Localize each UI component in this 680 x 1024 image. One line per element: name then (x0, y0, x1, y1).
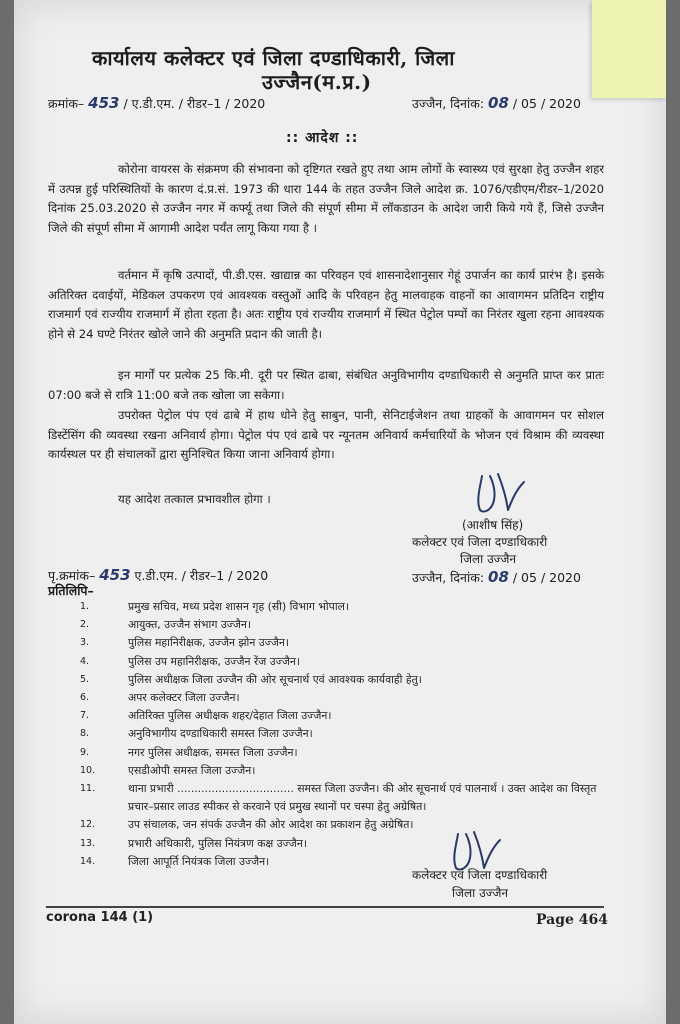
list-item: 14. जिला आपूर्ति नियंत्रक जिला उज्जैन। (80, 854, 270, 868)
endorsement-date-day-handwritten: 08 (488, 568, 509, 586)
date-day-handwritten: 08 (488, 94, 509, 112)
ref-prefix: क्रमांक– (48, 96, 85, 111)
ref-suffix: / ए.डी.एम. / रीडर–1 / 2020 (123, 96, 266, 111)
copy-to-label: प्रतिलिपि– (48, 583, 94, 598)
signatory-name: (आशीष सिंह) (462, 518, 524, 532)
office-heading-line1: कार्यालय कलेक्टर एवं जिला दण्डाधिकारी, जिला (92, 46, 455, 70)
paragraph-4: उपरोक्त पेट्रोल पंप एवं ढाबे में हाथ धोने हेतु साबुन, पानी, सेनिटाईजेशन तथा ग्राहकों के आवागमन पर सोशल डिस्टेंसिंग की व्यवस्था रखना अनिवार्य होगा। पेट्रोल पंप एवं ढाबे पर न्यूनतम अनिवार्य कर्मचारियों के भोजन एवं विश्राम की व्यवस्था कार्यस्थल पर ही संचालकों द्वारा सुनिश्चित किया जाना अनिवार्य होगा। (48, 408, 604, 462)
paragraph-3: इन मार्गों पर प्रत्येक 25 कि.मी. दूरी पर स्थित ढाबा, संबंधित अनुविभागीय दण्डाधिकारी से अनुमति प्राप्त कर प्रातः 07:00 बजे से रात्रि 11:00 बजे तक खोला जा सकेगा। (48, 368, 604, 402)
list-item: 12. उप संचालक, जन संपर्क उज्जैन की ओर आदेश का प्रकाशन हेतु अग्रेषित। (80, 818, 414, 832)
list-item: 5. पुलिस अधीक्षक जिला उज्जैन की ओर सूचनार्थ एवं आवश्यक कार्यवाही हेतु। (80, 672, 422, 686)
endorsement-ref-suffix: ए.डी.एम. / रीडर–1 / 2020 (134, 568, 269, 583)
list-item: 8. अनुविभागीय दण्डाधिकारी समस्त जिला उज्जैन। (80, 727, 313, 741)
date-rest: / 05 / 2020 (512, 96, 581, 111)
footer-file-name: corona 144 (1) (46, 910, 154, 925)
endorsement-date-rest: / 05 / 2020 (512, 570, 581, 585)
signature-2-district: जिला उज्जैन (452, 886, 509, 900)
place-date-label: उज्जैन, दिनांक (412, 96, 480, 111)
endorsement-place-date-label: उज्जैन, दिनांक (412, 570, 480, 585)
copy-recipient-list (80, 598, 600, 871)
footer-divider (46, 906, 604, 908)
signatory-designation: कलेक्टर एवं जिला दण्डाधिकारी (412, 535, 548, 549)
office-heading-line2: उज्जैन(म.प्र.) (262, 70, 372, 94)
list-item: 3. पुलिस महानिरीक्षक, उज्जैन झोन उज्जैन। (80, 636, 289, 650)
ref-number-handwritten: 453 (88, 94, 120, 112)
paragraph-1: कोरोना वायरस के संक्रमण की संभावना को दृष्टिगत रखते हुए तथा आम लोगों के स्वास्थ्य एवं सुरक्षा हेतु उज्जैन शहर में उत्पन्न हुई परिस्थितियों के कारण दं.प्र.सं. 1973 की धारा 144 के तहत उज्जैन जिले आदेश क्र. 1076/एडीएम/रीडर–1/2020 दिनांक 25.03.2020 से उज्जैन नगर में कर्फ्यू तथा जिले की संपूर्ण सीमा में लॉकडाउन के आदेश जारी किये गये हैं, जिसे उज्जैन जिले की संपूर्ण सीमा में आगामी आदेश पर्यंत लागू किया गया है । (48, 162, 604, 235)
list-item: 2. आयुक्त, उज्जैन संभाग उज्जैन। (80, 618, 252, 632)
order-title: :: आदेश :: (286, 130, 359, 146)
signatory-district: जिला उज्जैन (460, 552, 517, 566)
order-date: उज्जैन, दिनांक: 08 / 05 / 2020 (412, 94, 581, 112)
list-item: 11. थाना प्रभारी .................................. समस्त जिला उज्जैन। की ओर सूचनार्थ एवं पालनार्थ । उक्त आदेश का विस्तृत प्रचार–प्रसार लाउड स्पीकर से करवाने एवं प्रमुख स्थानों पर चस्पा हेतु अग्रेषित। (80, 782, 597, 814)
list-item: 6. अपर कलेक्टर जिला उज्जैन। (80, 691, 240, 705)
signature-1-scribble (462, 470, 532, 518)
order-reference (48, 94, 265, 112)
endorsement-ref-prefix: पृ.क्रमांक– (48, 568, 96, 583)
list-item: 13. प्रभारी अधिकारी, पुलिस नियंत्रण कक्ष उज्जैन। (80, 836, 307, 850)
paragraph-2: वर्तमान में कृषि उत्पादों, पी.डी.एस. खाद्यान्न का परिवहन एवं शासनादेशानुसार गेहूं उपार्जन का कार्य प्रारंभ है। इसके अतिरिक्त दवाईयों, मेडिकल उपकरण एवं आवश्यक वस्तुओं आदि के परिवहन हेतु मालवाहक वाहनों का आवागमन प्रतिदिन राष्ट्रीय राजमार्ग एवं राज्यीय राजमार्ग में होता रहता है। अतः राष्ट्रीय एवं राज्यीय राजमार्ग में स्थित पेट्रोल पम्पों का निरंतर खुला रहना आवश्यक होने से 24 घण्टे निरंतर खोले जाने की अनुमति प्रदान की जाती है। (48, 268, 604, 341)
list-item: 7. अतिरिक्त पुलिस अधीक्षक शहर/देहात जिला उज्जैन। (80, 709, 332, 723)
sticky-note (592, 0, 666, 98)
list-item: 10. एसडीओपी समस्त जिला उज्जैन। (80, 763, 256, 777)
paragraph-5: यह आदेश तत्काल प्रभावशील होगा । (118, 492, 271, 506)
signature-2-designation: कलेक्टर एवं जिला दण्डाधिकारी (412, 868, 548, 882)
endorsement-ref-number-handwritten: 453 (99, 566, 131, 584)
list-item: 9. नगर पुलिस अधीक्षक, समस्त जिला उज्जैन। (80, 745, 298, 759)
footer-page-number: Page 464 (536, 912, 609, 928)
list-item: 1. प्रमुख सचिव, मध्य प्रदेश शासन गृह (सी) विभाग भोपाल। (80, 600, 350, 613)
list-item: 4. पुलिस उप महानिरीक्षक, उज्जैन रेंज उज्जैन। (80, 654, 300, 668)
endorsement-date: उज्जैन, दिनांक: 08 / 05 / 2020 (412, 568, 581, 586)
